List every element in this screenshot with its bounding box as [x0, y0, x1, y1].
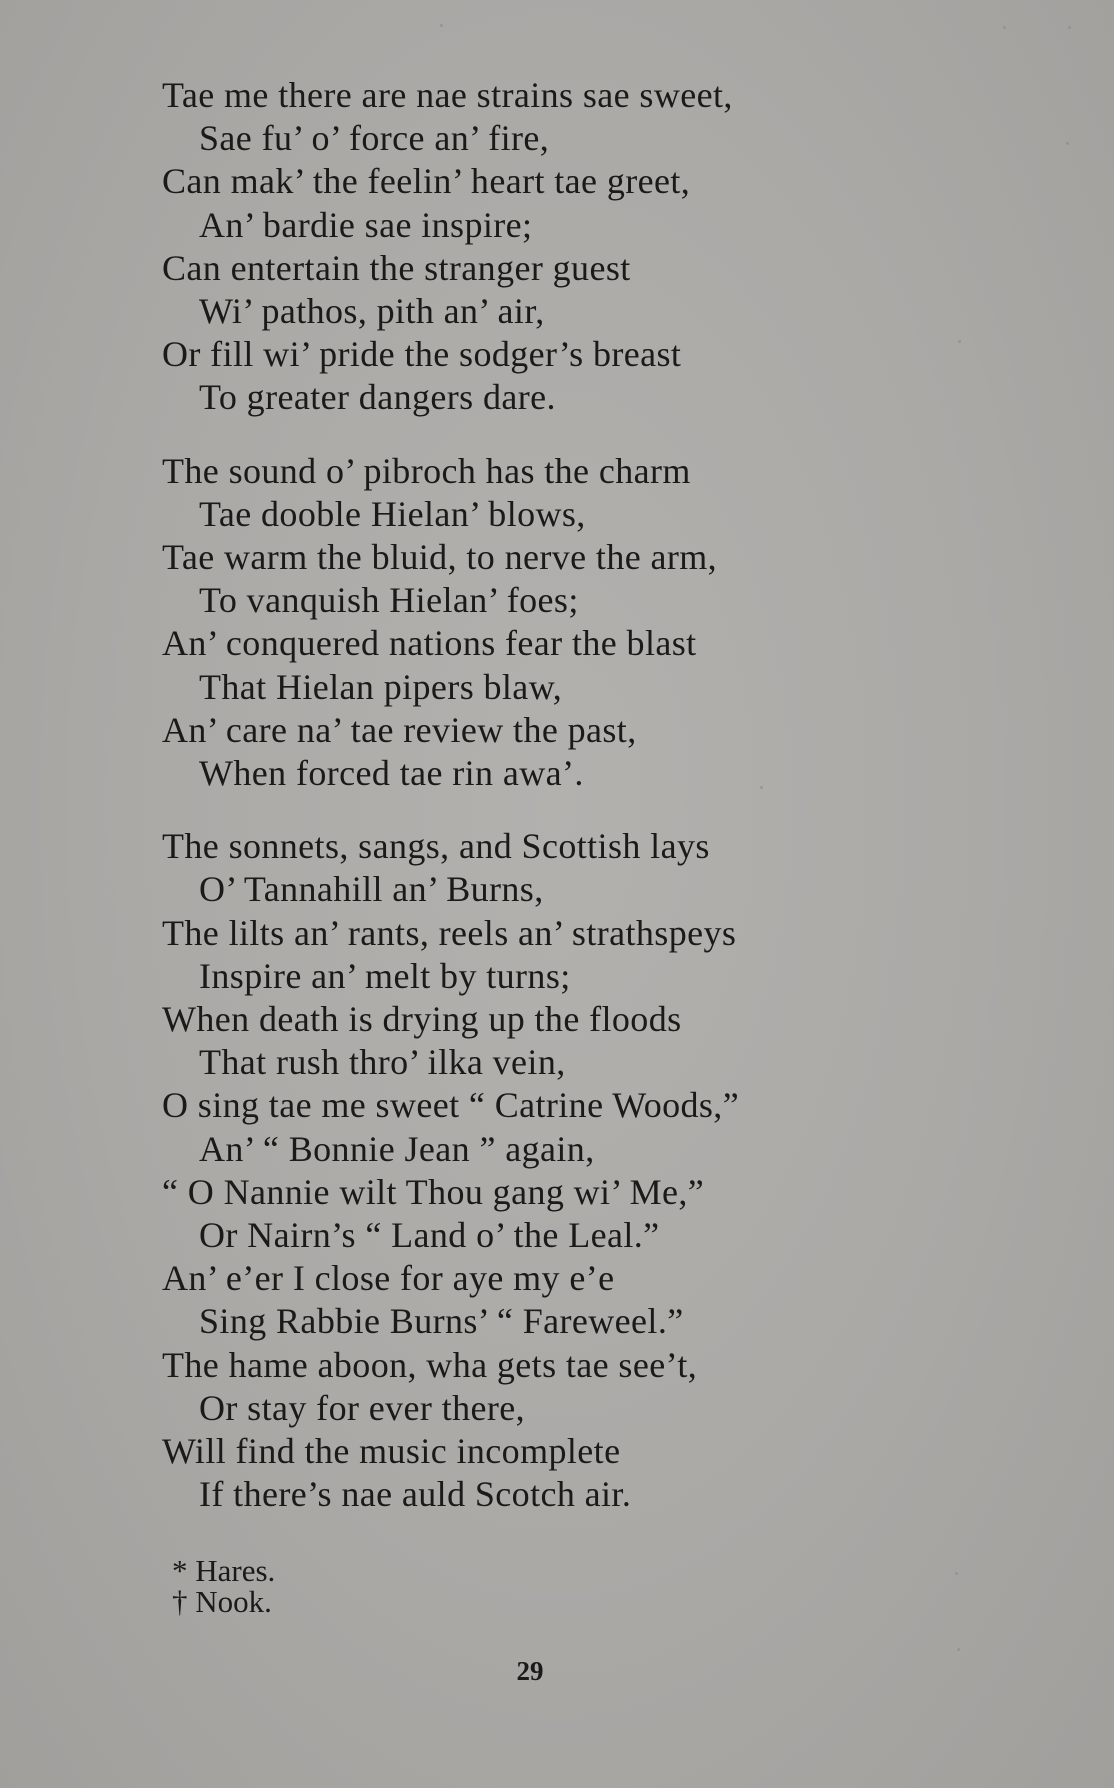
stanza [162, 825, 1062, 1516]
poem-line: An’ “ Bonnie Jean ” again, [199, 1128, 595, 1169]
paper-speck [1066, 142, 1069, 145]
paper-speck [955, 1572, 958, 1575]
paper-speck [1003, 26, 1006, 29]
paper-speck [958, 340, 961, 343]
poem-line: Sing Rabbie Burns’ “ Fareweel.” [199, 1301, 684, 1342]
poem-line: Will find the music incomplete [162, 1431, 621, 1472]
paper-speck [1068, 26, 1071, 29]
poem-line: O’ Tannahill an’ Burns, [199, 869, 544, 910]
poem-line: An’ conquered nations fear the blast [162, 623, 697, 664]
poem-line: The lilts an’ rants, reels an’ strathspeys [162, 912, 737, 953]
poem-line: When forced tae rin awa’. [199, 753, 584, 794]
stanza [162, 450, 1062, 796]
paper-speck [760, 786, 763, 789]
poem-line: The hame aboon, wha gets tae see’t, [162, 1344, 698, 1385]
stanza [162, 74, 1062, 420]
footnote: * Hares. [172, 1553, 276, 1588]
poem-line: Or Nairn’s “ Land o’ the Leal.” [199, 1215, 660, 1256]
poem-line: Or stay for ever there, [199, 1387, 526, 1428]
poem-line: That rush thro’ ilka vein, [199, 1042, 566, 1083]
poem-line: An’ bardie sae inspire; [199, 204, 533, 245]
poem-line: Or fill wi’ pride the sodger’s breast [162, 334, 682, 375]
poem-text [162, 74, 1062, 1517]
poem-line: If there’s nae auld Scotch air. [199, 1474, 632, 1515]
paper-speck [957, 1648, 960, 1651]
poem-line: Inspire an’ melt by turns; [199, 955, 571, 996]
paper-speck [440, 24, 443, 27]
footnotes [172, 1555, 275, 1617]
poem-line: The sound o’ pibroch has the charm [162, 450, 691, 491]
poem-line: Sae fu’ o’ force an’ fire, [199, 118, 550, 159]
poem-line: The sonnets, sangs, and Scottish lays [162, 826, 710, 867]
poem-line: Tae dooble Hielan’ blows, [199, 493, 586, 534]
page-number: 29 [516, 1656, 544, 1686]
poem-line: When death is drying up the floods [162, 999, 682, 1040]
footnote: † Nook. [172, 1584, 272, 1619]
poem-line: Wi’ pathos, pith an’ air, [199, 291, 545, 332]
poem-line: Tae me there are nae strains sae sweet, [162, 75, 733, 115]
poem-line: An’ care na’ tae review the past, [162, 709, 637, 750]
poem-line: “ O Nannie wilt Thou gang wi’ Me,” [162, 1171, 705, 1212]
poem-line: An’ e’er I close for aye my e’e [162, 1258, 615, 1299]
poem-line: Can mak’ the feelin’ heart tae greet, [162, 161, 691, 202]
poem-line: O sing tae me sweet “ Catrine Woods,” [162, 1085, 740, 1126]
poem-line: That Hielan pipers blaw, [199, 666, 563, 707]
poem-line: Tae warm the bluid, to nerve the arm, [162, 537, 718, 578]
poem-line: Can entertain the stranger guest [162, 247, 631, 288]
poem-line: To greater dangers dare. [199, 377, 556, 418]
poem-line: To vanquish Hielan’ foes; [199, 580, 579, 621]
